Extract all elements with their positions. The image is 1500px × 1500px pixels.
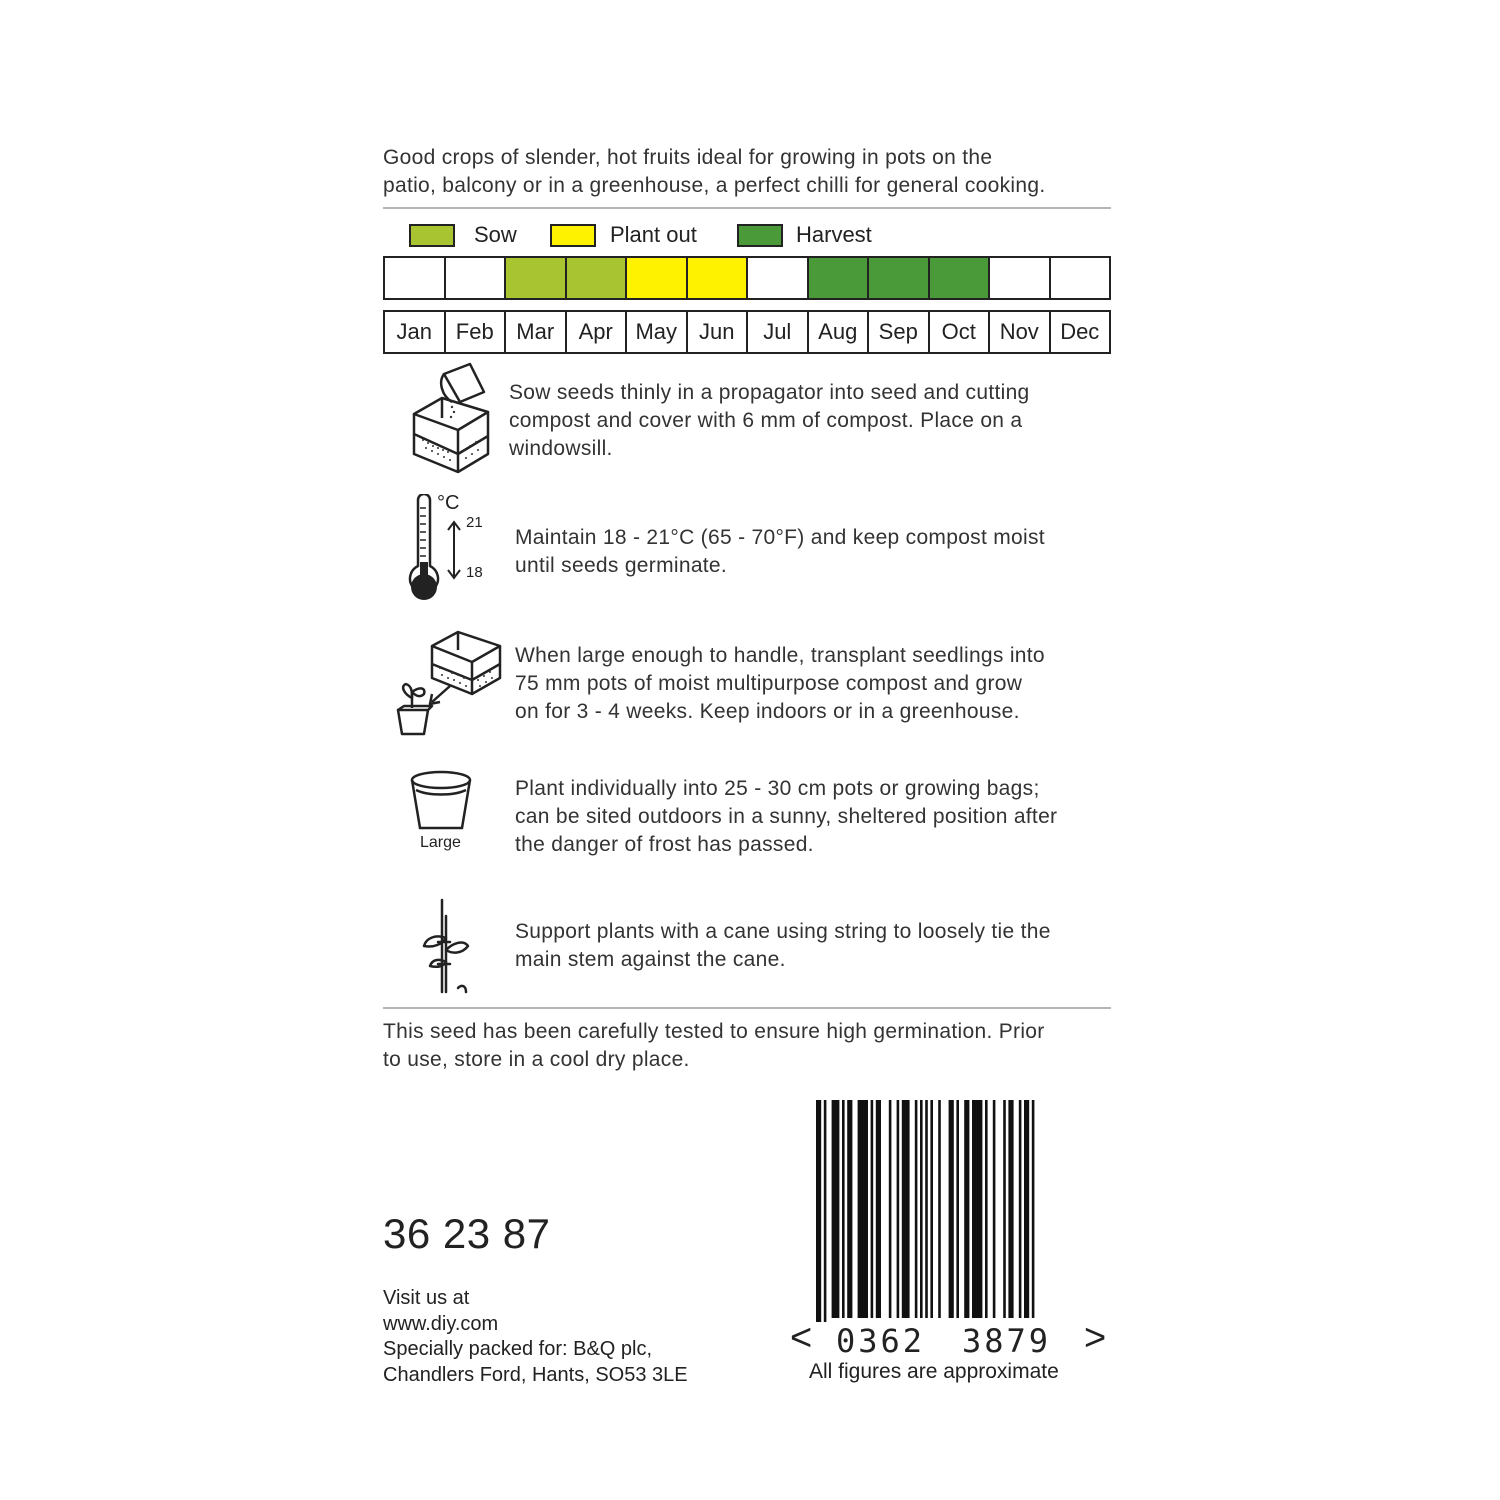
barcode-bar (902, 1100, 910, 1318)
legend-sow-swatch (409, 224, 455, 247)
barcode-bar (816, 1100, 821, 1322)
barcode-bar (920, 1100, 923, 1318)
month-label: Mar (506, 312, 567, 352)
barcode-bar (858, 1100, 868, 1318)
month-label: Apr (567, 312, 628, 352)
month-label: Feb (446, 312, 507, 352)
calendar-cell-sep (869, 258, 930, 298)
barcode-bar (1032, 1100, 1035, 1318)
pot-size-label: Large (420, 834, 461, 851)
calendar-cell-dec (1051, 258, 1110, 298)
step-5-line-2: main stem against the cane. (515, 948, 786, 971)
barcode-bar (871, 1100, 874, 1318)
month-label: Jul (748, 312, 809, 352)
barcode-left-digits: 0362 (836, 1322, 926, 1360)
contact-line-3: Specially packed for: B&Q plc, (383, 1338, 653, 1360)
barcode-bar (897, 1100, 900, 1318)
barcode-bar (972, 1100, 982, 1318)
legend-plant-out-swatch (550, 224, 596, 247)
barcode-bar (842, 1100, 845, 1318)
step-4-line-1: Plant individually into 25 - 30 cm pots or growing bags; (515, 777, 1040, 800)
month-label: Sep (869, 312, 930, 352)
step-1-line-2: compost and cover with 6 mm of compost. Place on a (509, 409, 1023, 432)
calendar-month-row (383, 310, 1111, 354)
barcode-bar (930, 1100, 933, 1318)
transplant-seedling-icon (392, 628, 504, 740)
calendar-cell-aug (809, 258, 870, 298)
footer-note-line-2: to use, store in a cool dry place. (383, 1048, 690, 1071)
barcode-right-chevron: > (1084, 1317, 1107, 1359)
step-1-line-1: Sow seeds thinly in a propagator into seed and cutting (509, 381, 1030, 404)
month-label: Aug (809, 312, 870, 352)
barcode-caption: All figures are approximate (809, 1360, 1059, 1383)
temperature-high: 21 (466, 514, 483, 531)
barcode-bar (956, 1100, 959, 1318)
contact-line-1: Visit us at (383, 1287, 470, 1309)
barcode-bar (832, 1100, 840, 1318)
calendar-cell-feb (446, 258, 507, 298)
month-label: Jun (688, 312, 749, 352)
step-4-line-2: can be sited outdoors in a sunny, sheltered position after (515, 805, 1058, 828)
barcode-bar (1024, 1100, 1029, 1318)
barcode (790, 1100, 1110, 1400)
intro-line-1: Good crops of slender, hot fruits ideal for growing in pots on the (383, 146, 993, 169)
barcode-bar (925, 1100, 928, 1318)
temperature-unit: °C (437, 492, 460, 514)
contact-block (383, 1286, 688, 1388)
step-2-text (515, 524, 1045, 580)
step-1-line-3: windowsill. (509, 437, 613, 460)
month-label: Oct (930, 312, 991, 352)
intro-text (383, 144, 1046, 200)
barcode-bar (889, 1100, 892, 1318)
month-label: Jan (385, 312, 446, 352)
barcode-bar (985, 1100, 988, 1318)
step-2-line-1: Maintain 18 - 21°C (65 - 70°F) and keep compost moist (515, 526, 1045, 549)
calendar-cell-nov (990, 258, 1051, 298)
intro-line-2: patio, balcony or in a greenhouse, a perfect chilli for general cooking. (383, 174, 1046, 197)
temperature-range-arrow-icon (444, 520, 464, 580)
barcode-bar (993, 1100, 996, 1318)
legend-harvest-label: Harvest (796, 222, 872, 247)
bottom-divider (383, 1007, 1111, 1009)
temperature-low: 18 (466, 564, 483, 581)
footer-note (383, 1018, 1045, 1074)
step-3-text (515, 642, 1045, 726)
step-3-line-1: When large enough to handle, transplant seedlings into (515, 644, 1045, 667)
barcode-bars (790, 1100, 1110, 1322)
contact-address: Chandlers Ford, Hants, SO53 3LE (383, 1363, 688, 1386)
footer-note-line-1: This seed has been carefully tested to ensure high germination. Prior (383, 1020, 1045, 1043)
calendar-cell-jun (688, 258, 749, 298)
month-label: Dec (1060, 319, 1100, 344)
large-pot-icon (408, 768, 474, 834)
calendar-cell-jul (748, 258, 809, 298)
step-4-line-3: the danger of frost has passed. (515, 833, 814, 856)
cane-support-icon (418, 898, 474, 994)
step-3-line-2: 75 mm pots of moist multipurpose compost and grow (515, 672, 1023, 695)
step-5-text (515, 918, 1051, 974)
month-label: May (627, 312, 688, 352)
step-2-line-2: until seeds germinate. (515, 554, 728, 577)
barcode-bar (876, 1100, 881, 1318)
step-1-text (509, 379, 1030, 463)
step-4-text (515, 775, 1057, 859)
barcode-bar (1008, 1100, 1013, 1318)
calendar-cell-oct (930, 258, 991, 298)
step-5-line-1: Support plants with a cane using string to loosely tie the (515, 920, 1051, 943)
calendar-cell-apr (567, 258, 628, 298)
barcode-bar (964, 1100, 969, 1318)
propagator-sowing-icon (408, 362, 493, 474)
barcode-bar (824, 1100, 827, 1322)
top-divider (383, 207, 1111, 209)
step-3-line-3: on for 3 - 4 weeks. Keep indoors or in a greenhouse. (515, 700, 1020, 723)
barcode-bar (1003, 1100, 1006, 1318)
product-code: 36 23 87 (383, 1210, 551, 1257)
calendar-cell-jan (385, 258, 446, 298)
barcode-bar (938, 1100, 941, 1318)
barcode-bar (1019, 1100, 1022, 1318)
barcode-left-chevron: < (790, 1317, 813, 1359)
barcode-bar (915, 1100, 918, 1318)
legend-sow-label: Sow (474, 222, 517, 247)
barcode-bar (847, 1100, 852, 1318)
legend-harvest-swatch (737, 224, 783, 247)
calendar-cell-may (627, 258, 688, 298)
barcode-right-digits: 3879 (962, 1322, 1052, 1360)
month-label: Nov (990, 312, 1051, 352)
calendar-activity-row (383, 256, 1111, 300)
calendar-cell-mar (506, 258, 567, 298)
barcode-bar (949, 1100, 954, 1318)
legend-plant-out-label: Plant out (610, 222, 697, 247)
contact-website: www.diy.com (383, 1312, 499, 1335)
